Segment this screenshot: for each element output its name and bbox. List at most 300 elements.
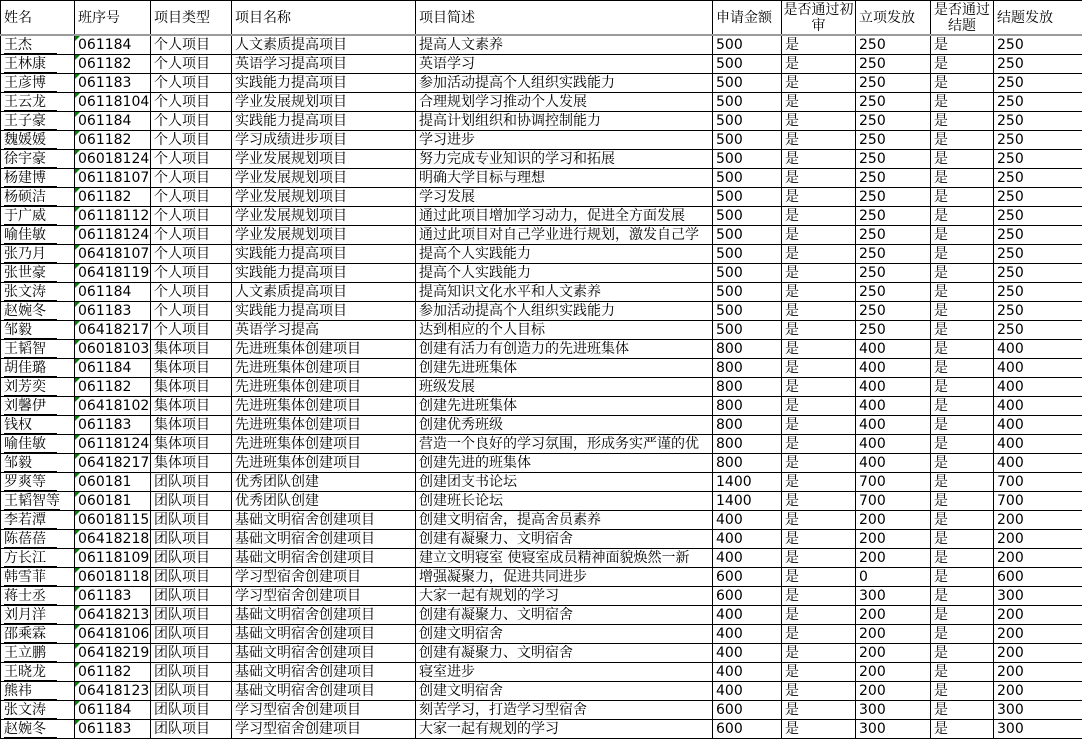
cell-amount[interactable]: 1400	[713, 473, 782, 492]
cell-grant_initial[interactable]: 250	[856, 321, 931, 340]
cell-pass_initial[interactable]: 是	[782, 530, 856, 549]
cell-type[interactable]: 个人项目	[151, 131, 232, 150]
cell-class_no[interactable]: 060181	[75, 492, 151, 511]
cell-amount[interactable]: 400	[713, 549, 782, 568]
cell-amount[interactable]: 800	[713, 416, 782, 435]
cell-class_no[interactable]: 061183	[75, 720, 151, 739]
cell-name[interactable]	[1, 720, 75, 739]
cell-amount[interactable]: 400	[713, 644, 782, 663]
cell-grant_final[interactable]: 200	[994, 682, 1082, 701]
cell-desc[interactable]: 努力完成专业知识的学习和拓展	[416, 150, 713, 169]
cell-pass_initial[interactable]: 是	[782, 169, 856, 188]
cell-title[interactable]: 人文素质提高项目	[232, 283, 416, 302]
cell-grant_final[interactable]: 250	[994, 93, 1082, 112]
cell-pass_final[interactable]: 是	[931, 93, 994, 112]
cell-pass_initial[interactable]: 是	[782, 74, 856, 93]
column-header-type[interactable]: 项目类型	[151, 1, 232, 36]
cell-grant_initial[interactable]: 400	[856, 454, 931, 473]
cell-amount[interactable]: 500	[713, 321, 782, 340]
cell-grant_final[interactable]: 250	[994, 35, 1082, 55]
cell-type[interactable]: 团队项目	[151, 473, 232, 492]
cell-grant_final[interactable]: 300	[994, 587, 1082, 606]
cell-class_no[interactable]: 061184	[75, 112, 151, 131]
cell-class_no[interactable]: 06018115	[75, 511, 151, 530]
cell-type[interactable]: 个人项目	[151, 321, 232, 340]
cell-class_no[interactable]: 06418218	[75, 530, 151, 549]
cell-class_no[interactable]: 06418217	[75, 321, 151, 340]
cell-name[interactable]	[1, 416, 75, 435]
cell-grant_final[interactable]: 250	[994, 264, 1082, 283]
cell-grant_final[interactable]: 250	[994, 112, 1082, 131]
cell-amount[interactable]: 600	[713, 720, 782, 739]
cell-grant_initial[interactable]: 250	[856, 131, 931, 150]
cell-grant_initial[interactable]: 250	[856, 93, 931, 112]
cell-pass_final[interactable]: 是	[931, 625, 994, 644]
cell-pass_initial[interactable]: 是	[782, 435, 856, 454]
cell-class_no[interactable]: 061184	[75, 35, 151, 55]
cell-class_no[interactable]: 060181	[75, 473, 151, 492]
cell-grant_initial[interactable]: 200	[856, 511, 931, 530]
cell-title[interactable]: 实践能力提高项目	[232, 264, 416, 283]
cell-name[interactable]	[1, 701, 75, 720]
cell-desc[interactable]: 创建有凝聚力、文明宿舍	[416, 606, 713, 625]
cell-pass_initial[interactable]: 是	[782, 397, 856, 416]
cell-amount[interactable]: 500	[713, 169, 782, 188]
cell-pass_initial[interactable]: 是	[782, 226, 856, 245]
cell-pass_initial[interactable]: 是	[782, 150, 856, 169]
cell-class_no[interactable]: 06418102	[75, 397, 151, 416]
cell-title[interactable]: 学习型宿舍创建项目	[232, 587, 416, 606]
cell-amount[interactable]: 400	[713, 606, 782, 625]
cell-desc[interactable]: 建立文明寝室 使寝室成员精神面貌焕然一新	[416, 549, 713, 568]
cell-amount[interactable]: 1400	[713, 492, 782, 511]
cell-type[interactable]: 团队项目	[151, 663, 232, 682]
cell-grant_final[interactable]: 250	[994, 302, 1082, 321]
cell-type[interactable]: 团队项目	[151, 720, 232, 739]
cell-pass_initial[interactable]: 是	[782, 701, 856, 720]
cell-title[interactable]: 学习型宿舍创建项目	[232, 720, 416, 739]
cell-class_no[interactable]: 06118104	[75, 93, 151, 112]
cell-pass_final[interactable]: 是	[931, 283, 994, 302]
cell-grant_initial[interactable]: 250	[856, 74, 931, 93]
cell-pass_initial[interactable]: 是	[782, 321, 856, 340]
cell-grant_initial[interactable]: 400	[856, 397, 931, 416]
cell-pass_initial[interactable]: 是	[782, 302, 856, 321]
cell-type[interactable]: 团队项目	[151, 606, 232, 625]
cell-pass_initial[interactable]: 是	[782, 112, 856, 131]
cell-grant_final[interactable]: 250	[994, 207, 1082, 226]
cell-grant_initial[interactable]: 200	[856, 530, 931, 549]
cell-pass_initial[interactable]: 是	[782, 492, 856, 511]
cell-name[interactable]	[1, 663, 75, 682]
cell-grant_initial[interactable]: 400	[856, 416, 931, 435]
cell-pass_initial[interactable]: 是	[782, 587, 856, 606]
cell-grant_final[interactable]: 200	[994, 511, 1082, 530]
cell-amount[interactable]: 500	[713, 35, 782, 55]
cell-grant_final[interactable]: 400	[994, 340, 1082, 359]
cell-pass_initial[interactable]: 是	[782, 606, 856, 625]
cell-title[interactable]: 学业发展规划项目	[232, 207, 416, 226]
cell-name[interactable]	[1, 568, 75, 587]
cell-class_no[interactable]: 06118109	[75, 549, 151, 568]
cell-grant_final[interactable]: 200	[994, 663, 1082, 682]
cell-pass_initial[interactable]: 是	[782, 93, 856, 112]
cell-type[interactable]: 团队项目	[151, 568, 232, 587]
cell-pass_initial[interactable]: 是	[782, 264, 856, 283]
cell-title[interactable]: 实践能力提高项目	[232, 112, 416, 131]
cell-pass_final[interactable]: 是	[931, 245, 994, 264]
cell-title[interactable]: 实践能力提高项目	[232, 74, 416, 93]
cell-grant_initial[interactable]: 700	[856, 492, 931, 511]
cell-type[interactable]: 集体项目	[151, 416, 232, 435]
cell-desc[interactable]: 创建先进班集体	[416, 397, 713, 416]
cell-pass_final[interactable]: 是	[931, 663, 994, 682]
cell-name[interactable]	[1, 74, 75, 93]
cell-amount[interactable]: 400	[713, 625, 782, 644]
cell-name[interactable]	[1, 169, 75, 188]
cell-grant_initial[interactable]: 250	[856, 150, 931, 169]
cell-desc[interactable]: 学习发展	[416, 188, 713, 207]
cell-name[interactable]	[1, 112, 75, 131]
cell-amount[interactable]: 500	[713, 112, 782, 131]
cell-class_no[interactable]: 061184	[75, 701, 151, 720]
cell-title[interactable]: 基础文明宿舍创建项目	[232, 682, 416, 701]
cell-type[interactable]: 团队项目	[151, 701, 232, 720]
cell-title[interactable]: 基础文明宿舍创建项目	[232, 644, 416, 663]
cell-desc[interactable]: 创建文明宿舍	[416, 682, 713, 701]
column-header-desc[interactable]: 项目简述	[416, 1, 713, 36]
cell-name[interactable]	[1, 682, 75, 701]
cell-pass_final[interactable]: 是	[931, 150, 994, 169]
cell-pass_initial[interactable]: 是	[782, 682, 856, 701]
cell-grant_final[interactable]: 400	[994, 435, 1082, 454]
cell-grant_final[interactable]: 300	[994, 720, 1082, 739]
cell-grant_initial[interactable]: 300	[856, 701, 931, 720]
cell-desc[interactable]: 提高个人实践能力	[416, 245, 713, 264]
cell-pass_final[interactable]: 是	[931, 644, 994, 663]
column-header-grant_final[interactable]: 结题发放	[994, 1, 1082, 36]
cell-desc[interactable]: 创建有凝聚力、文明宿舍	[416, 530, 713, 549]
cell-title[interactable]: 先进班集体创建项目	[232, 416, 416, 435]
cell-grant_initial[interactable]: 250	[856, 112, 931, 131]
cell-pass_initial[interactable]: 是	[782, 207, 856, 226]
cell-pass_final[interactable]: 是	[931, 435, 994, 454]
cell-title[interactable]: 先进班集体创建项目	[232, 454, 416, 473]
cell-pass_final[interactable]: 是	[931, 321, 994, 340]
cell-pass_final[interactable]: 是	[931, 549, 994, 568]
cell-class_no[interactable]: 06418107	[75, 245, 151, 264]
cell-class_no[interactable]: 06118124	[75, 435, 151, 454]
cell-grant_final[interactable]: 700	[994, 492, 1082, 511]
cell-name[interactable]	[1, 226, 75, 245]
cell-title[interactable]: 人文素质提高项目	[232, 35, 416, 55]
cell-class_no[interactable]: 061183	[75, 587, 151, 606]
cell-title[interactable]: 学业发展规划项目	[232, 188, 416, 207]
cell-grant_initial[interactable]: 250	[856, 264, 931, 283]
cell-type[interactable]: 团队项目	[151, 625, 232, 644]
cell-title[interactable]: 学业发展规划项目	[232, 169, 416, 188]
cell-desc[interactable]: 创建文明宿舍	[416, 625, 713, 644]
cell-pass_initial[interactable]: 是	[782, 188, 856, 207]
cell-amount[interactable]: 800	[713, 340, 782, 359]
cell-pass_final[interactable]: 是	[931, 131, 994, 150]
cell-name[interactable]	[1, 131, 75, 150]
cell-desc[interactable]: 英语学习	[416, 55, 713, 74]
column-header-pass_initial[interactable]: 是否通过初审	[782, 1, 856, 36]
cell-amount[interactable]: 500	[713, 131, 782, 150]
cell-grant_final[interactable]: 250	[994, 321, 1082, 340]
cell-name[interactable]	[1, 264, 75, 283]
cell-grant_final[interactable]: 250	[994, 283, 1082, 302]
cell-pass_final[interactable]: 是	[931, 587, 994, 606]
cell-desc[interactable]: 参加活动提高个人组织实践能力	[416, 302, 713, 321]
cell-pass_initial[interactable]: 是	[782, 720, 856, 739]
cell-pass_initial[interactable]: 是	[782, 663, 856, 682]
cell-grant_final[interactable]: 200	[994, 549, 1082, 568]
cell-name[interactable]	[1, 492, 75, 511]
column-header-title[interactable]: 项目名称	[232, 1, 416, 36]
cell-desc[interactable]: 明确大学目标与理想	[416, 169, 713, 188]
cell-grant_initial[interactable]: 200	[856, 549, 931, 568]
cell-pass_final[interactable]: 是	[931, 302, 994, 321]
cell-title[interactable]: 先进班集体创建项目	[232, 378, 416, 397]
cell-type[interactable]: 个人项目	[151, 283, 232, 302]
cell-pass_initial[interactable]: 是	[782, 511, 856, 530]
cell-amount[interactable]: 500	[713, 74, 782, 93]
cell-name[interactable]	[1, 587, 75, 606]
cell-amount[interactable]: 500	[713, 245, 782, 264]
cell-amount[interactable]: 800	[713, 454, 782, 473]
cell-pass_final[interactable]: 是	[931, 568, 994, 587]
cell-title[interactable]: 学习成绩进步项目	[232, 131, 416, 150]
cell-desc[interactable]: 创建有凝聚力、文明宿舍	[416, 644, 713, 663]
cell-amount[interactable]: 800	[713, 378, 782, 397]
cell-grant_final[interactable]: 400	[994, 378, 1082, 397]
cell-name[interactable]	[1, 302, 75, 321]
cell-amount[interactable]: 800	[713, 435, 782, 454]
cell-grant_initial[interactable]: 0	[856, 568, 931, 587]
cell-type[interactable]: 个人项目	[151, 207, 232, 226]
cell-desc[interactable]: 营造一个良好的学习氛围，形成务实严谨的优	[416, 435, 713, 454]
cell-pass_final[interactable]: 是	[931, 530, 994, 549]
cell-desc[interactable]: 创建有活力有创造力的先进班集体	[416, 340, 713, 359]
cell-title[interactable]: 优秀团队创建	[232, 492, 416, 511]
cell-type[interactable]: 个人项目	[151, 93, 232, 112]
cell-type[interactable]: 集体项目	[151, 340, 232, 359]
cell-type[interactable]: 团队项目	[151, 549, 232, 568]
cell-pass_final[interactable]: 是	[931, 378, 994, 397]
cell-class_no[interactable]: 061182	[75, 378, 151, 397]
cell-desc[interactable]: 参加活动提高个人组织实践能力	[416, 74, 713, 93]
cell-type[interactable]: 个人项目	[151, 302, 232, 321]
cell-title[interactable]: 基础文明宿舍创建项目	[232, 549, 416, 568]
cell-type[interactable]: 团队项目	[151, 492, 232, 511]
cell-name[interactable]	[1, 188, 75, 207]
cell-desc[interactable]: 创建先进的班集体	[416, 454, 713, 473]
cell-grant_initial[interactable]: 250	[856, 188, 931, 207]
column-header-name[interactable]: 姓名	[1, 1, 75, 36]
cell-pass_initial[interactable]: 是	[782, 549, 856, 568]
cell-type[interactable]: 集体项目	[151, 454, 232, 473]
cell-desc[interactable]: 达到相应的个人目标	[416, 321, 713, 340]
cell-name[interactable]	[1, 454, 75, 473]
cell-grant_initial[interactable]: 200	[856, 625, 931, 644]
cell-title[interactable]: 基础文明宿舍创建项目	[232, 511, 416, 530]
cell-grant_final[interactable]: 200	[994, 644, 1082, 663]
cell-grant_initial[interactable]: 200	[856, 663, 931, 682]
cell-name[interactable]	[1, 207, 75, 226]
cell-pass_initial[interactable]: 是	[782, 340, 856, 359]
cell-grant_final[interactable]: 250	[994, 74, 1082, 93]
cell-grant_final[interactable]: 400	[994, 416, 1082, 435]
cell-grant_initial[interactable]: 400	[856, 340, 931, 359]
cell-pass_final[interactable]: 是	[931, 454, 994, 473]
cell-pass_initial[interactable]: 是	[782, 568, 856, 587]
cell-desc[interactable]: 学习进步	[416, 131, 713, 150]
cell-name[interactable]	[1, 397, 75, 416]
cell-amount[interactable]: 600	[713, 701, 782, 720]
cell-name[interactable]	[1, 93, 75, 112]
cell-type[interactable]: 团队项目	[151, 682, 232, 701]
cell-grant_final[interactable]: 250	[994, 169, 1082, 188]
cell-pass_initial[interactable]: 是	[782, 35, 856, 55]
cell-pass_final[interactable]: 是	[931, 340, 994, 359]
column-header-class_no[interactable]: 班序号	[75, 1, 151, 36]
cell-amount[interactable]: 600	[713, 587, 782, 606]
cell-desc[interactable]: 提高计划组织和协调控制能力	[416, 112, 713, 131]
cell-type[interactable]: 团队项目	[151, 587, 232, 606]
cell-name[interactable]	[1, 321, 75, 340]
cell-name[interactable]	[1, 150, 75, 169]
cell-pass_final[interactable]: 是	[931, 207, 994, 226]
cell-desc[interactable]: 提高个人实践能力	[416, 264, 713, 283]
cell-title[interactable]: 学业发展规划项目	[232, 93, 416, 112]
cell-title[interactable]: 英语学习提高项目	[232, 55, 416, 74]
cell-pass_final[interactable]: 是	[931, 606, 994, 625]
cell-pass_initial[interactable]: 是	[782, 625, 856, 644]
cell-amount[interactable]: 600	[713, 568, 782, 587]
cell-title[interactable]: 基础文明宿舍创建项目	[232, 625, 416, 644]
cell-grant_final[interactable]: 250	[994, 226, 1082, 245]
cell-class_no[interactable]: 061184	[75, 283, 151, 302]
cell-desc[interactable]: 寝室进步	[416, 663, 713, 682]
cell-type[interactable]: 集体项目	[151, 359, 232, 378]
cell-amount[interactable]: 500	[713, 283, 782, 302]
cell-type[interactable]: 团队项目	[151, 644, 232, 663]
cell-type[interactable]: 集体项目	[151, 378, 232, 397]
cell-pass_initial[interactable]: 是	[782, 416, 856, 435]
cell-title[interactable]: 学习型宿舍创建项目	[232, 568, 416, 587]
cell-grant_final[interactable]: 200	[994, 625, 1082, 644]
cell-amount[interactable]: 800	[713, 359, 782, 378]
cell-type[interactable]: 个人项目	[151, 264, 232, 283]
cell-grant_initial[interactable]: 400	[856, 359, 931, 378]
cell-pass_final[interactable]: 是	[931, 112, 994, 131]
cell-class_no[interactable]: 06118112	[75, 207, 151, 226]
cell-class_no[interactable]: 06418106	[75, 625, 151, 644]
cell-title[interactable]: 优秀团队创建	[232, 473, 416, 492]
cell-name[interactable]	[1, 530, 75, 549]
cell-grant_final[interactable]: 300	[994, 701, 1082, 720]
cell-grant_initial[interactable]: 400	[856, 378, 931, 397]
cell-amount[interactable]: 500	[713, 302, 782, 321]
cell-pass_final[interactable]: 是	[931, 397, 994, 416]
cell-title[interactable]: 先进班集体创建项目	[232, 359, 416, 378]
cell-grant_final[interactable]: 250	[994, 55, 1082, 74]
cell-grant_final[interactable]: 400	[994, 397, 1082, 416]
cell-grant_final[interactable]: 200	[994, 530, 1082, 549]
cell-grant_initial[interactable]: 250	[856, 55, 931, 74]
cell-grant_initial[interactable]: 250	[856, 226, 931, 245]
cell-grant_final[interactable]: 400	[994, 359, 1082, 378]
cell-grant_initial[interactable]: 200	[856, 682, 931, 701]
cell-class_no[interactable]: 06418119	[75, 264, 151, 283]
cell-type[interactable]: 个人项目	[151, 74, 232, 93]
cell-pass_final[interactable]: 是	[931, 169, 994, 188]
cell-desc[interactable]: 创建优秀班级	[416, 416, 713, 435]
cell-title[interactable]: 先进班集体创建项目	[232, 340, 416, 359]
cell-grant_final[interactable]: 250	[994, 131, 1082, 150]
cell-name[interactable]	[1, 35, 75, 55]
cell-grant_final[interactable]: 400	[994, 454, 1082, 473]
cell-pass_initial[interactable]: 是	[782, 454, 856, 473]
cell-name[interactable]	[1, 359, 75, 378]
cell-class_no[interactable]: 06018124	[75, 150, 151, 169]
cell-amount[interactable]: 500	[713, 150, 782, 169]
cell-name[interactable]	[1, 435, 75, 454]
cell-amount[interactable]: 500	[713, 55, 782, 74]
cell-title[interactable]: 实践能力提高项目	[232, 245, 416, 264]
cell-grant_initial[interactable]: 200	[856, 644, 931, 663]
cell-pass_initial[interactable]: 是	[782, 55, 856, 74]
cell-amount[interactable]: 500	[713, 188, 782, 207]
cell-grant_initial[interactable]: 300	[856, 587, 931, 606]
cell-name[interactable]	[1, 378, 75, 397]
cell-name[interactable]	[1, 511, 75, 530]
cell-desc[interactable]: 通过此项目对自己学业进行规划，激发自己学	[416, 226, 713, 245]
cell-type[interactable]: 个人项目	[151, 55, 232, 74]
cell-grant_initial[interactable]: 250	[856, 245, 931, 264]
cell-pass_final[interactable]: 是	[931, 55, 994, 74]
cell-title[interactable]: 基础文明宿舍创建项目	[232, 530, 416, 549]
cell-title[interactable]: 先进班集体创建项目	[232, 397, 416, 416]
cell-class_no[interactable]: 061182	[75, 131, 151, 150]
cell-desc[interactable]: 提高知识文化水平和人文素养	[416, 283, 713, 302]
cell-type[interactable]: 团队项目	[151, 530, 232, 549]
cell-pass_final[interactable]: 是	[931, 35, 994, 55]
cell-pass_initial[interactable]: 是	[782, 283, 856, 302]
cell-title[interactable]: 英语学习提高	[232, 321, 416, 340]
cell-pass_final[interactable]: 是	[931, 226, 994, 245]
cell-class_no[interactable]: 061184	[75, 359, 151, 378]
cell-amount[interactable]: 500	[713, 264, 782, 283]
cell-name[interactable]	[1, 340, 75, 359]
cell-title[interactable]: 实践能力提高项目	[232, 302, 416, 321]
cell-class_no[interactable]: 061182	[75, 663, 151, 682]
cell-desc[interactable]: 提高人文素养	[416, 35, 713, 55]
cell-title[interactable]: 先进班集体创建项目	[232, 435, 416, 454]
cell-type[interactable]: 团队项目	[151, 511, 232, 530]
cell-amount[interactable]: 500	[713, 93, 782, 112]
cell-pass_initial[interactable]: 是	[782, 473, 856, 492]
cell-type[interactable]: 集体项目	[151, 435, 232, 454]
cell-desc[interactable]: 创建文明宿舍，提高舍员素养	[416, 511, 713, 530]
cell-pass_final[interactable]: 是	[931, 74, 994, 93]
cell-type[interactable]: 个人项目	[151, 112, 232, 131]
cell-desc[interactable]: 大家一起有规划的学习	[416, 720, 713, 739]
cell-type[interactable]: 个人项目	[151, 245, 232, 264]
cell-name[interactable]	[1, 55, 75, 74]
